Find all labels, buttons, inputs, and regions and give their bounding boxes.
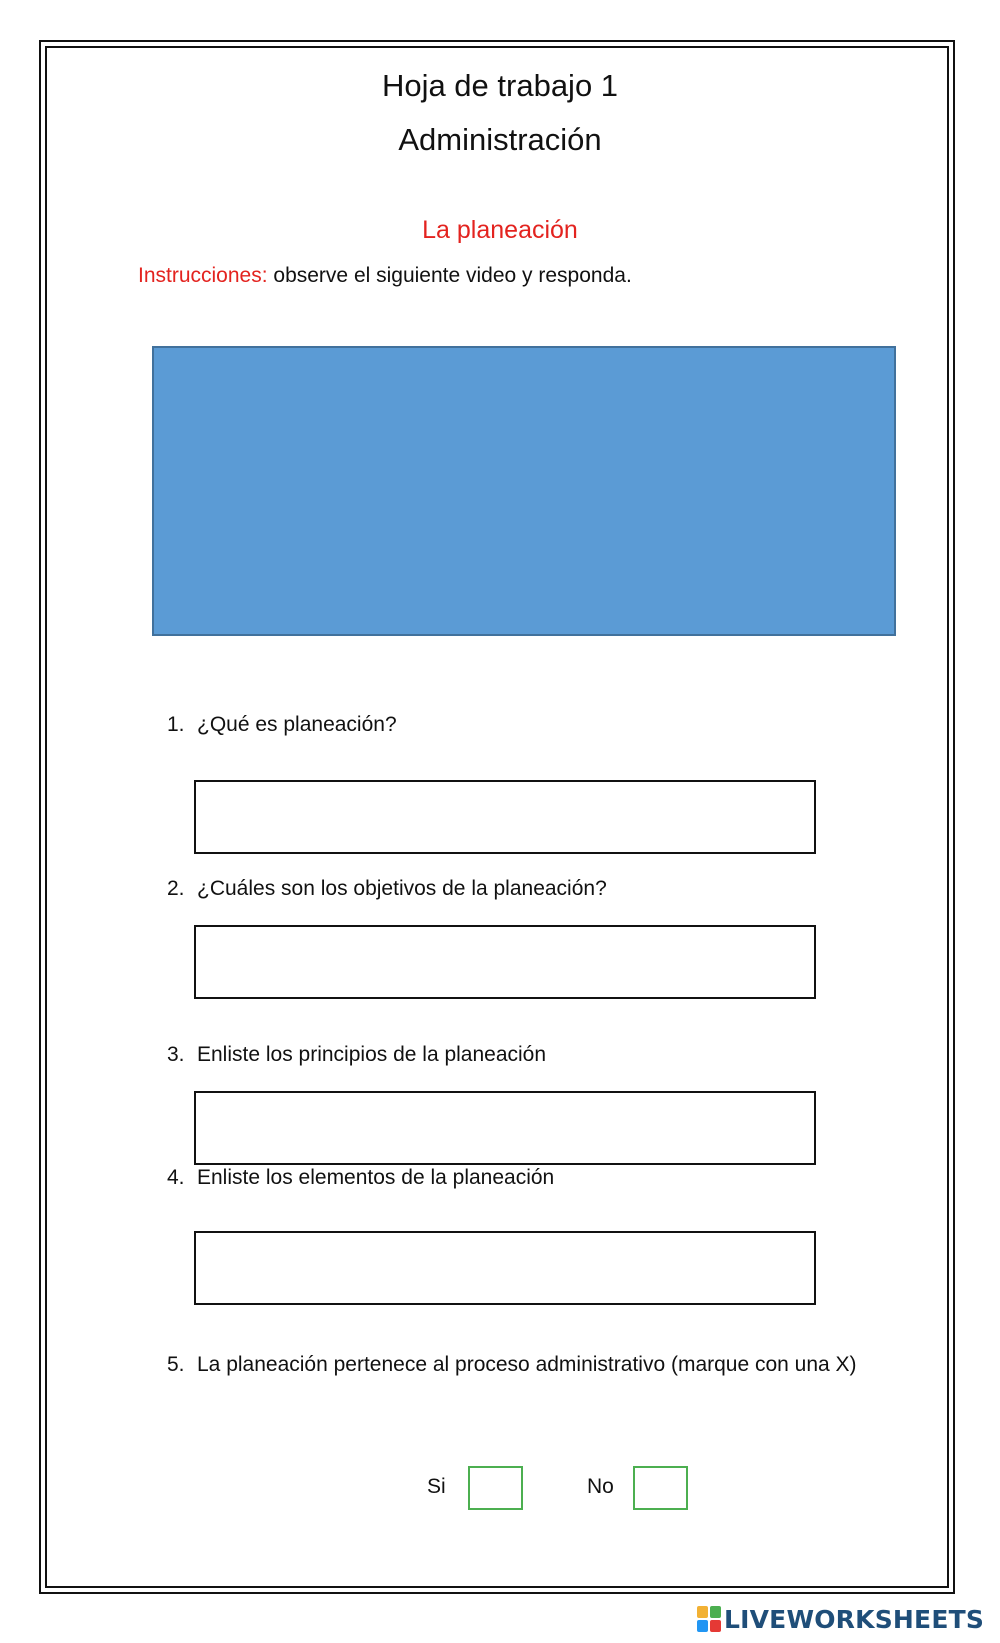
question-number: 2. [167, 877, 185, 900]
instructions [138, 264, 632, 288]
brand-name: LIVEWORKSHEETS [724, 1604, 985, 1634]
answer-box-4[interactable] [194, 1231, 816, 1305]
liveworksheets-logo-icon [697, 1606, 721, 1632]
answer-box-1[interactable] [194, 780, 816, 854]
question-number: 1. [167, 713, 185, 736]
question-number: 4. [167, 1166, 185, 1189]
instructions-label: Instrucciones: [138, 264, 268, 287]
question-text: ¿Cuáles son los objetivos de la planeación? [197, 877, 607, 900]
option-yes-label: Si [427, 1475, 446, 1498]
question-number: 3. [167, 1043, 185, 1066]
question-text: La planeación pertenece al proceso administrativo (marque con una X) [197, 1353, 857, 1376]
brand-watermark [697, 1604, 984, 1634]
question-text: ¿Qué es planeación? [197, 713, 397, 736]
option-yes-checkbox[interactable] [468, 1466, 523, 1510]
option-no-label: No [587, 1475, 614, 1498]
answer-box-2[interactable] [194, 925, 816, 999]
option-no-checkbox[interactable] [633, 1466, 688, 1510]
question-number: 5. [167, 1353, 185, 1376]
worksheet-title: Hoja de trabajo 1 [381, 68, 619, 103]
subject-title: Administración [398, 122, 602, 157]
question-text: Enliste los elementos de la planeación [197, 1166, 555, 1189]
question-text: Enliste los principios de la planeación [197, 1043, 547, 1066]
instructions-text: observe el siguiente video y responda. [267, 264, 632, 287]
topic-heading: La planeación [422, 216, 578, 244]
answer-box-3[interactable] [194, 1091, 816, 1165]
video-player[interactable] [152, 346, 896, 636]
